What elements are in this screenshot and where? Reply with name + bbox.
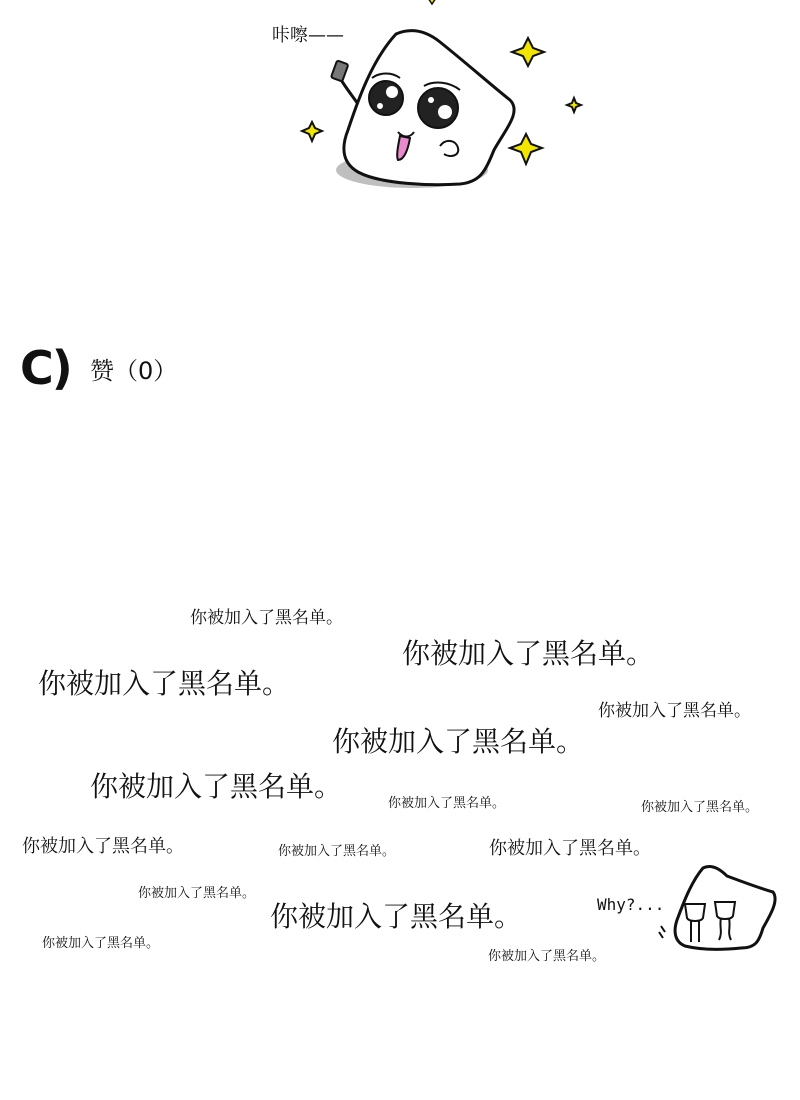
blacklist-message: 你被加入了黑名单。 [38,667,291,700]
blacklist-message: 你被加入了黑名单。 [270,900,523,933]
blacklist-message: 你被加入了黑名单。 [332,725,585,758]
crying-onigiri-illustration [655,862,785,952]
blacklist-message: 你被加入了黑名单。 [138,886,256,901]
like-icon[interactable]: C) [20,341,71,395]
like-count-label[interactable]: 赞（0） [90,357,178,385]
onigiri-selfie-illustration [300,0,600,200]
blacklist-message: 你被加入了黑名单。 [22,836,184,857]
why-speech-text: Why?... [597,895,665,914]
blacklist-message: 你被加入了黑名单。 [388,796,506,811]
blacklist-message: 你被加入了黑名单。 [488,949,606,964]
blacklist-message: 你被加入了黑名单。 [278,844,396,859]
blacklist-message: 你被加入了黑名单。 [402,637,655,670]
blacklist-message: 你被加入了黑名单。 [42,936,160,951]
blacklist-message: 你被加入了黑名单。 [190,608,343,628]
camera-shutter-caption: 咔嚓—— [272,25,344,46]
blacklist-message: 你被加入了黑名单。 [90,770,343,803]
blacklist-message: 你被加入了黑名单。 [489,838,651,859]
blacklist-message: 你被加入了黑名单。 [641,800,759,815]
blacklist-message: 你被加入了黑名单。 [598,701,751,721]
